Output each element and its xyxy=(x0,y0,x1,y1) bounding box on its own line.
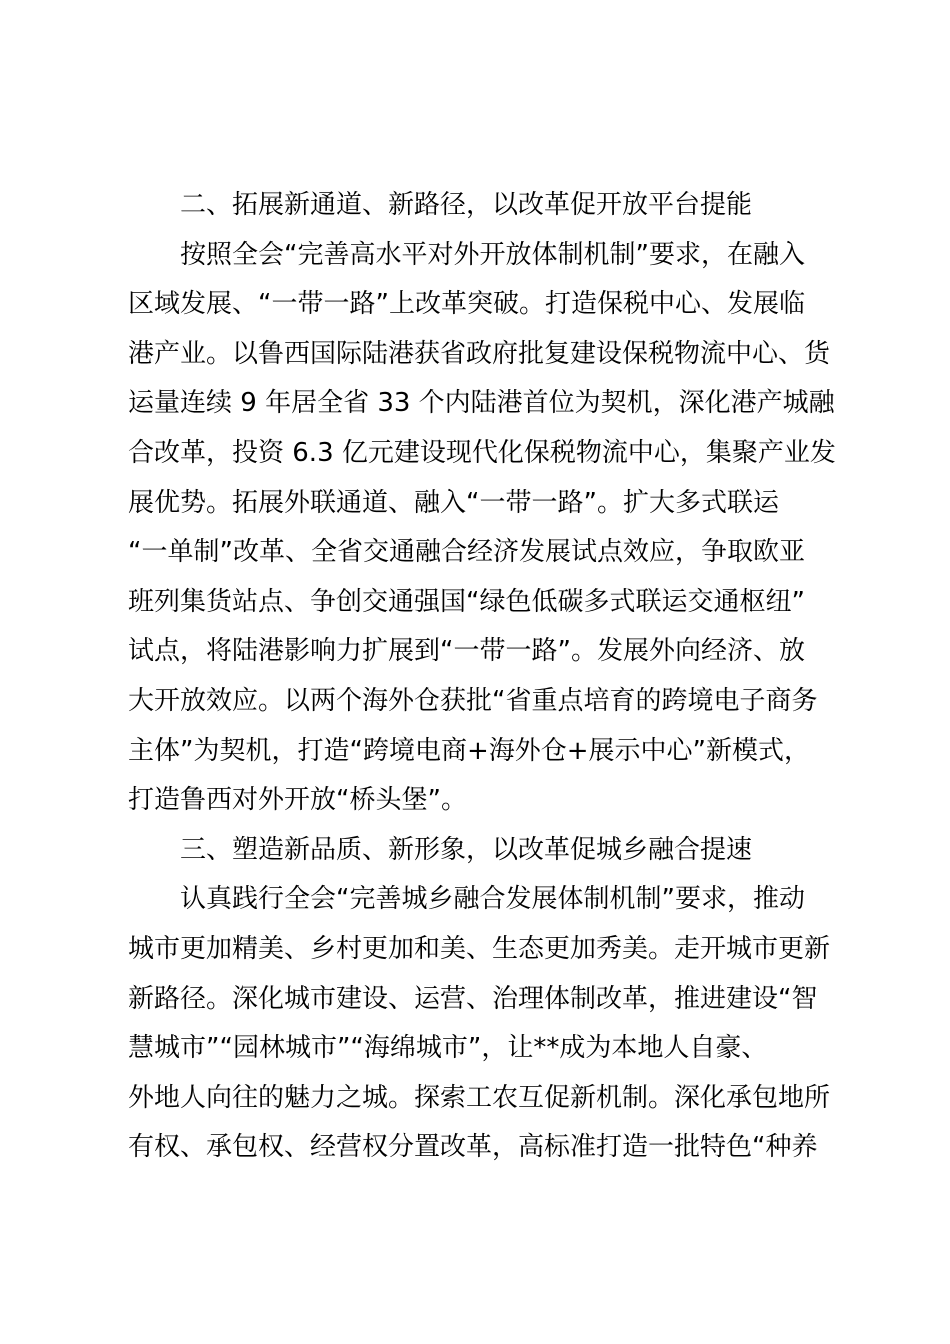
paragraph-line: 展优势。拓展外联通道、融入“一带一路”。扩大多式联运 xyxy=(128,487,779,518)
paragraph-line: 新路径。深化城市建设、运营、治理体制改革，推进建设“智 xyxy=(128,983,818,1014)
paragraph-line: 外地人向往的魅力之城。探索工农互促新机制。深化承包地所 xyxy=(128,1082,831,1113)
paragraph-line: 有权、承包权、经营权分置改革，高标准打造一批特色“种养 xyxy=(128,1132,818,1163)
paragraph-line: 认真践行全会“完善城乡融合发展体制机制”要求，推动 xyxy=(180,884,805,915)
paragraph-line: 运量连续 9 年居全省 33 个内陆港首位为契机，深化港产城融 xyxy=(128,388,835,419)
paragraph-line: 港产业。以鲁西国际陆港获省政府批复建设保税物流中心、货 xyxy=(128,338,831,369)
section-heading: 三、塑造新品质、新形象，以改革促城乡融合提速 xyxy=(180,834,753,865)
paragraph-line: 合改革，投资 6.3 亿元建设现代化保税物流中心，集聚产业发 xyxy=(128,437,836,468)
paragraph-line: 按照全会“完善高水平对外开放体制机制”要求，在融入 xyxy=(180,239,805,270)
paragraph-line: 班列集货站点、争创交通强国“绿色低碳多式联运交通枢纽” xyxy=(128,586,805,617)
paragraph-line: 大开放效应。以两个海外仓获批“省重点培育的跨境电子商务 xyxy=(128,685,818,716)
document-body xyxy=(128,181,836,1173)
paragraph-line: 打造鲁西对外开放“桥头堡”。 xyxy=(128,785,467,816)
paragraph-line: 城市更加精美、乡村更加和美、生态更加秀美。走开城市更新 xyxy=(128,933,831,964)
paragraph-line: “一单制”改革、全省交通融合经济发展试点效应，争取欧亚 xyxy=(128,537,805,568)
paragraph-line: 主体”为契机，打造“跨境电商+海外仓+展示中心”新模式， xyxy=(128,735,810,766)
paragraph-line: 区域发展、“一带一路”上改革突破。打造保税中心、发展临 xyxy=(128,289,805,320)
paragraph-line: 试点，将陆港影响力扩展到“一带一路”。发展外向经济、放 xyxy=(128,636,805,667)
paragraph-line: 慧城市”“园林城市”“海绵城市”，让**成为本地人自豪、 xyxy=(128,1033,768,1064)
section-heading: 二、拓展新通道、新路径，以改革促开放平台提能 xyxy=(180,190,753,220)
